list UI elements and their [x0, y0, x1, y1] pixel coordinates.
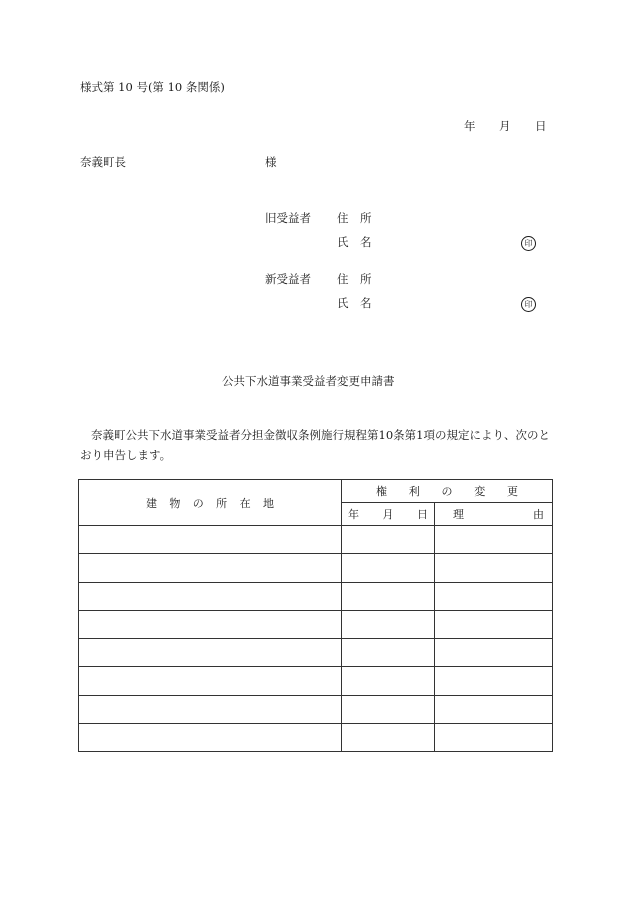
location-cell[interactable] [79, 667, 342, 695]
header-char: 年 [348, 508, 359, 521]
header-char: 権 [376, 485, 387, 498]
header-char: 地 [262, 496, 274, 510]
new-beneficiary-name-label: 氏 名 [337, 296, 372, 310]
header-char: 更 [507, 485, 518, 498]
document-title: 公共下水道事業受益者変更申請書 [222, 374, 395, 388]
reason-cell[interactable] [435, 724, 553, 752]
header-char: 月 [382, 508, 394, 521]
reason-cell[interactable] [435, 554, 553, 582]
table-row [79, 724, 553, 752]
date-cell[interactable] [342, 695, 435, 723]
date-year: 年 [464, 119, 476, 133]
header-char: 日 [417, 508, 428, 521]
table-row [79, 526, 553, 554]
addressee-honorific: 様 [265, 155, 277, 169]
old-beneficiary-seal-mark: 印 [521, 236, 536, 251]
reason-cell[interactable] [435, 667, 553, 695]
reason-cell[interactable] [435, 610, 553, 638]
location-cell[interactable] [79, 695, 342, 723]
location-cell[interactable] [79, 554, 342, 582]
building-location-header [79, 480, 342, 526]
header-char: の [192, 496, 204, 510]
old-beneficiary-label: 旧受益者 [265, 211, 311, 225]
date-cell[interactable] [342, 610, 435, 638]
reason-cell[interactable] [435, 582, 553, 610]
date-cell[interactable] [342, 724, 435, 752]
location-cell[interactable] [79, 724, 342, 752]
date-subheader [342, 503, 435, 526]
new-beneficiary-seal-mark: 印 [521, 297, 536, 312]
reason-cell[interactable] [435, 526, 553, 554]
rights-change-table [78, 479, 553, 752]
body-text: 奈義町公共下水道事業受益者分担金徴収条例施行規程第10条第1項の規定により、次のとおり申告します。 [80, 428, 550, 462]
header-char: 在 [239, 496, 251, 510]
header-char: 理 [453, 508, 464, 521]
date-cell[interactable] [342, 639, 435, 667]
header-char: 建 [146, 496, 157, 510]
new-beneficiary-address-label: 住 所 [337, 272, 372, 286]
date-cell[interactable] [342, 526, 435, 554]
date-day: 日 [535, 119, 547, 133]
date-cell[interactable] [342, 667, 435, 695]
location-cell[interactable] [79, 639, 342, 667]
reason-subheader [435, 503, 553, 526]
date-cell[interactable] [342, 554, 435, 582]
location-cell[interactable] [79, 526, 342, 554]
table-row [79, 695, 553, 723]
location-cell[interactable] [79, 610, 342, 638]
date-month: 月 [499, 119, 511, 133]
table-row [79, 639, 553, 667]
header-char: 由 [533, 508, 544, 521]
rights-change-header [342, 480, 553, 503]
new-beneficiary-label: 新受益者 [265, 272, 311, 286]
header-char: 利 [408, 485, 420, 498]
table-row [79, 582, 553, 610]
table-row [79, 667, 553, 695]
addressee-name: 奈義町長 [80, 155, 126, 169]
header-char: 所 [216, 496, 228, 510]
date-cell[interactable] [342, 582, 435, 610]
reason-cell[interactable] [435, 639, 553, 667]
reason-cell[interactable] [435, 695, 553, 723]
location-cell[interactable] [79, 582, 342, 610]
table-row [79, 554, 553, 582]
table-row [79, 610, 553, 638]
form-number: 様式第 10 号(第 10 条関係) [80, 80, 225, 94]
old-beneficiary-name-label: 氏 名 [337, 235, 372, 249]
header-char: 変 [474, 485, 486, 498]
header-char: の [441, 485, 453, 498]
header-char: 物 [169, 496, 181, 510]
old-beneficiary-address-label: 住 所 [337, 211, 372, 225]
